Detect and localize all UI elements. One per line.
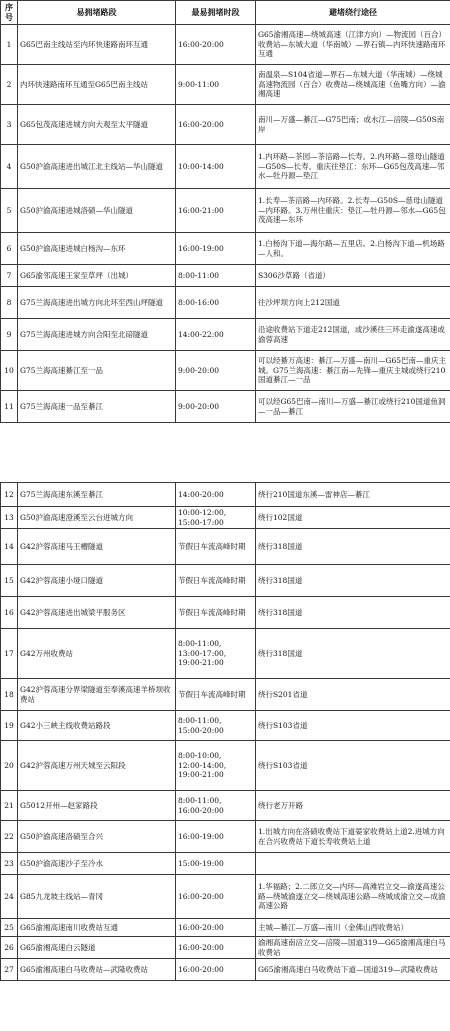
header-time: 最易拥堵时段 [176, 1, 256, 25]
row-time: 9:00-20:00 [176, 391, 256, 423]
table-row [1, 959, 450, 981]
row-time: 8:00-11:00, 13:00-17:00, 19:00-21:00 [176, 629, 256, 679]
row-time: 节假日车流高峰时期 [176, 679, 256, 711]
row-alt: 1.华福路；2.二郎立交—内环—高滩岩立交—渝遂高速公路—绕城渝遂立交—绕城高速公路—绕城成渝立交—成渝高速公路 [256, 875, 450, 919]
row-road: G50沪渝高速进城白杨沟—东环 [18, 233, 176, 265]
row-road: G42沪蓉高速马王槽隧道 [18, 529, 176, 565]
table-row [1, 105, 450, 145]
row-road: G42小三峡主线收费站路段 [18, 711, 176, 741]
table-row [1, 65, 450, 105]
table-row [1, 853, 450, 875]
row-time: 16:00-20:00 [176, 25, 256, 65]
row-num: 16 [1, 597, 18, 629]
row-road: G42沪蓉高速万州天城至云阳段 [18, 741, 176, 791]
row-time: 16:00-19:00 [176, 233, 256, 265]
table-row [1, 189, 450, 233]
row-num: 26 [1, 937, 18, 959]
row-alt: 1.出城方向在洛碛收费站下道晏家收费站上道2.进城方向在合兴收费站下道长寿收费站上道 [256, 821, 450, 853]
row-time: 16:00-20:00 [176, 105, 256, 145]
row-alt: 南温泉—S104省道—界石—东城大道（华南城）—绕城高速物流园（百合）收费站—绕城高速（鱼嘴方向）—渝湘高速 [256, 65, 450, 105]
row-road: G75兰海高速一品至綦江 [18, 391, 176, 423]
table-row [1, 791, 450, 821]
row-alt: 渝湘高速南涪立交—涪陵—国道319—G65渝湘高速白马收费站 [256, 937, 450, 959]
table-row [1, 919, 450, 937]
row-time: 8:00-16:00 [176, 287, 256, 319]
row-num: 22 [1, 821, 18, 853]
row-alt: 绕行S201省道 [256, 679, 450, 711]
row-alt: 南川—万盛—綦江—G75巴南；或水江—涪陵—G50S南岸 [256, 105, 450, 145]
table-row [1, 711, 450, 741]
row-time: 8:00-11:00, 15:00-20:00 [176, 711, 256, 741]
row-time: 14:00-22:00 [176, 319, 256, 351]
row-time: 10:00-12:00, 15:00-17:00 [176, 507, 256, 529]
row-time: 16:00-20:00 [176, 937, 256, 959]
row-time: 8:00-11:00 [176, 265, 256, 287]
row-num: 4 [1, 145, 18, 189]
row-alt: 绕行318国道 [256, 529, 450, 565]
row-alt: 绕行210国道东溪—雷神店—綦江 [256, 483, 450, 507]
row-road: G42沪蓉高速小垭口隧道 [18, 565, 176, 597]
row-alt: 绕行S103省道 [256, 711, 450, 741]
row-time: 节假日车流高峰时期 [176, 529, 256, 565]
row-alt: 可以经G65巴南—南川—万盛—綦江或绕行210国道鱼洞—一品—綦江 [256, 391, 450, 423]
row-road: G65渝邻高速王家至草坪（出城） [18, 265, 176, 287]
row-num: 1 [1, 25, 18, 65]
row-num: 5 [1, 189, 18, 233]
row-road: G42沪蓉高速分界梁隧道至奉溪高速羊桥坝收费站 [18, 679, 176, 711]
header-road: 易拥堵路段 [18, 1, 176, 25]
row-alt: 可以经綦万高速：綦江—万盛—南川—G65巴南—重庆主城。G75兰海高速：綦江南—先锋—重庆主城或绕行210国道綦江—一品 [256, 351, 450, 391]
row-road: G50沪渝高速澄溪至云台进城方向 [18, 507, 176, 529]
row-road: G65渝湘高速白马收费站—武隆收费站 [18, 959, 176, 981]
row-num: 18 [1, 679, 18, 711]
row-road: G5012开州—赵家路段 [18, 791, 176, 821]
row-alt: 1.白杨沟下道—海尔路—五里店。2.白杨沟下道—机场路—人和。 [256, 233, 450, 265]
row-num: 7 [1, 265, 18, 287]
row-alt: 绕行102国道 [256, 507, 450, 529]
row-num: 27 [1, 959, 18, 981]
congestion-table-2 [0, 482, 450, 981]
row-num: 25 [1, 919, 18, 937]
row-alt [256, 853, 450, 875]
row-time: 14:00-20:00 [176, 483, 256, 507]
row-time: 15:00-19:00 [176, 853, 256, 875]
row-time: 9:00-20:00 [176, 351, 256, 391]
row-road: G50沪渝高速洛碛至合兴 [18, 821, 176, 853]
table-row [1, 937, 450, 959]
table-row [1, 391, 450, 423]
row-num: 12 [1, 483, 18, 507]
row-road: G65渝湘高速白云隧道 [18, 937, 176, 959]
table-row [1, 875, 450, 919]
row-num: 2 [1, 65, 18, 105]
table-row [1, 629, 450, 679]
row-road: 内环快速路南环互通至G65巴南主线站 [18, 65, 176, 105]
table-row [1, 597, 450, 629]
table-header-row [1, 1, 450, 25]
row-num: 6 [1, 233, 18, 265]
table-row [1, 145, 450, 189]
row-alt: 沿途收费站下道走212国道，或沙溪往三环走渝遂高速或渝蓉高速 [256, 319, 450, 351]
row-alt: G65渝湘高速—绕城高速（江津方向）—物流园（百合）收费站—东城大道（华南城）—界石镇—内环快速路南环互通 [256, 25, 450, 65]
table-row [1, 507, 450, 529]
header-num: 序号 [1, 1, 18, 25]
row-num: 14 [1, 529, 18, 565]
row-alt: S306沙草路（省道） [256, 265, 450, 287]
table-row [1, 287, 450, 319]
row-time: 节假日车流高峰时期 [176, 597, 256, 629]
table-row [1, 265, 450, 287]
table-row [1, 319, 450, 351]
row-num: 11 [1, 391, 18, 423]
table-row [1, 233, 450, 265]
row-alt: 往沙坪坝方向上212国道 [256, 287, 450, 319]
row-road: G85九龙坡主线站—青冈 [18, 875, 176, 919]
row-alt: 1.内环路—茶园—茶涪路—长寿。2.内环路—慈母山隧道—G50S—长寿。重庆往垫江：东环—G65包茂高速—邻水—牡丹源—垫江 [256, 145, 450, 189]
row-time: 8:00-10:00, 12:00-14:00, 19:00-21:00 [176, 741, 256, 791]
row-time: 16:00-21:00 [176, 189, 256, 233]
row-alt: 绕行318国道 [256, 597, 450, 629]
row-alt: 1.长寿—茶涪路—内环路。2.长寿—G50S—慈母山隧道—内环路。3.万州往重庆：垫江—牡丹源—邻水—G65包茂高速—东环 [256, 189, 450, 233]
row-time: 16:00-20:00 [176, 875, 256, 919]
row-num: 21 [1, 791, 18, 821]
row-road: G65渝湘高速南川收费站互通 [18, 919, 176, 937]
row-alt: 绕行老万开路 [256, 791, 450, 821]
row-num: 13 [1, 507, 18, 529]
row-road: G75兰海高速綦江至一品 [18, 351, 176, 391]
table-row [1, 25, 450, 65]
row-road: G65包茂高速进城方向大观至太平隧道 [18, 105, 176, 145]
congestion-table-1 [0, 0, 450, 423]
table-row [1, 679, 450, 711]
row-road: G65巴南主线站至内环快速路南环互通 [18, 25, 176, 65]
row-num: 24 [1, 875, 18, 919]
row-num: 17 [1, 629, 18, 679]
row-road: G42沪蓉高速进出城梁平服务区 [18, 597, 176, 629]
table-row [1, 565, 450, 597]
row-alt: 主城—綦江—万盛—南川（金佛山西收费站） [256, 919, 450, 937]
row-num: 20 [1, 741, 18, 791]
header-alt: 避堵绕行途径 [256, 1, 450, 25]
row-num: 10 [1, 351, 18, 391]
row-time: 16:00-19:00 [176, 821, 256, 853]
row-time: 16:00-20:00 [176, 959, 256, 981]
table-row [1, 741, 450, 791]
row-time: 节假日车流高峰时期 [176, 565, 256, 597]
row-road: G50沪渝高速进城洛碛—华山隧道 [18, 189, 176, 233]
row-road: G50沪渝高速进出城江北主线站—华山隧道 [18, 145, 176, 189]
table-row [1, 351, 450, 391]
row-alt: 绕行318国道 [256, 629, 450, 679]
row-road: G50沪渝高速沙子至冷水 [18, 853, 176, 875]
row-road: G42万州收费站 [18, 629, 176, 679]
row-num: 9 [1, 319, 18, 351]
table-row [1, 483, 450, 507]
row-road: G75兰海高速东溪至綦江 [18, 483, 176, 507]
table-row [1, 529, 450, 565]
row-road: G75兰海高速进城方向合阳至北碚隧道 [18, 319, 176, 351]
row-alt: G65渝湘高速白马收费站下道—国道319—武隆收费站 [256, 959, 450, 981]
row-time: 9:00-11:00 [176, 65, 256, 105]
row-alt: 绕行318国道 [256, 565, 450, 597]
row-num: 3 [1, 105, 18, 145]
table-row [1, 821, 450, 853]
row-num: 15 [1, 565, 18, 597]
row-time: 16:00-20:00 [176, 919, 256, 937]
row-num: 19 [1, 711, 18, 741]
row-alt: 绕行S103省道 [256, 741, 450, 791]
row-num: 23 [1, 853, 18, 875]
row-time: 10:00-14:00 [176, 145, 256, 189]
row-time: 8:00-11:00, 16:00-20:00 [176, 791, 256, 821]
row-num: 8 [1, 287, 18, 319]
congestion-table-part1 [0, 0, 450, 423]
congestion-table-part2 [0, 482, 450, 981]
row-road: G75兰海高速进出城方向北环至西山坪隧道 [18, 287, 176, 319]
